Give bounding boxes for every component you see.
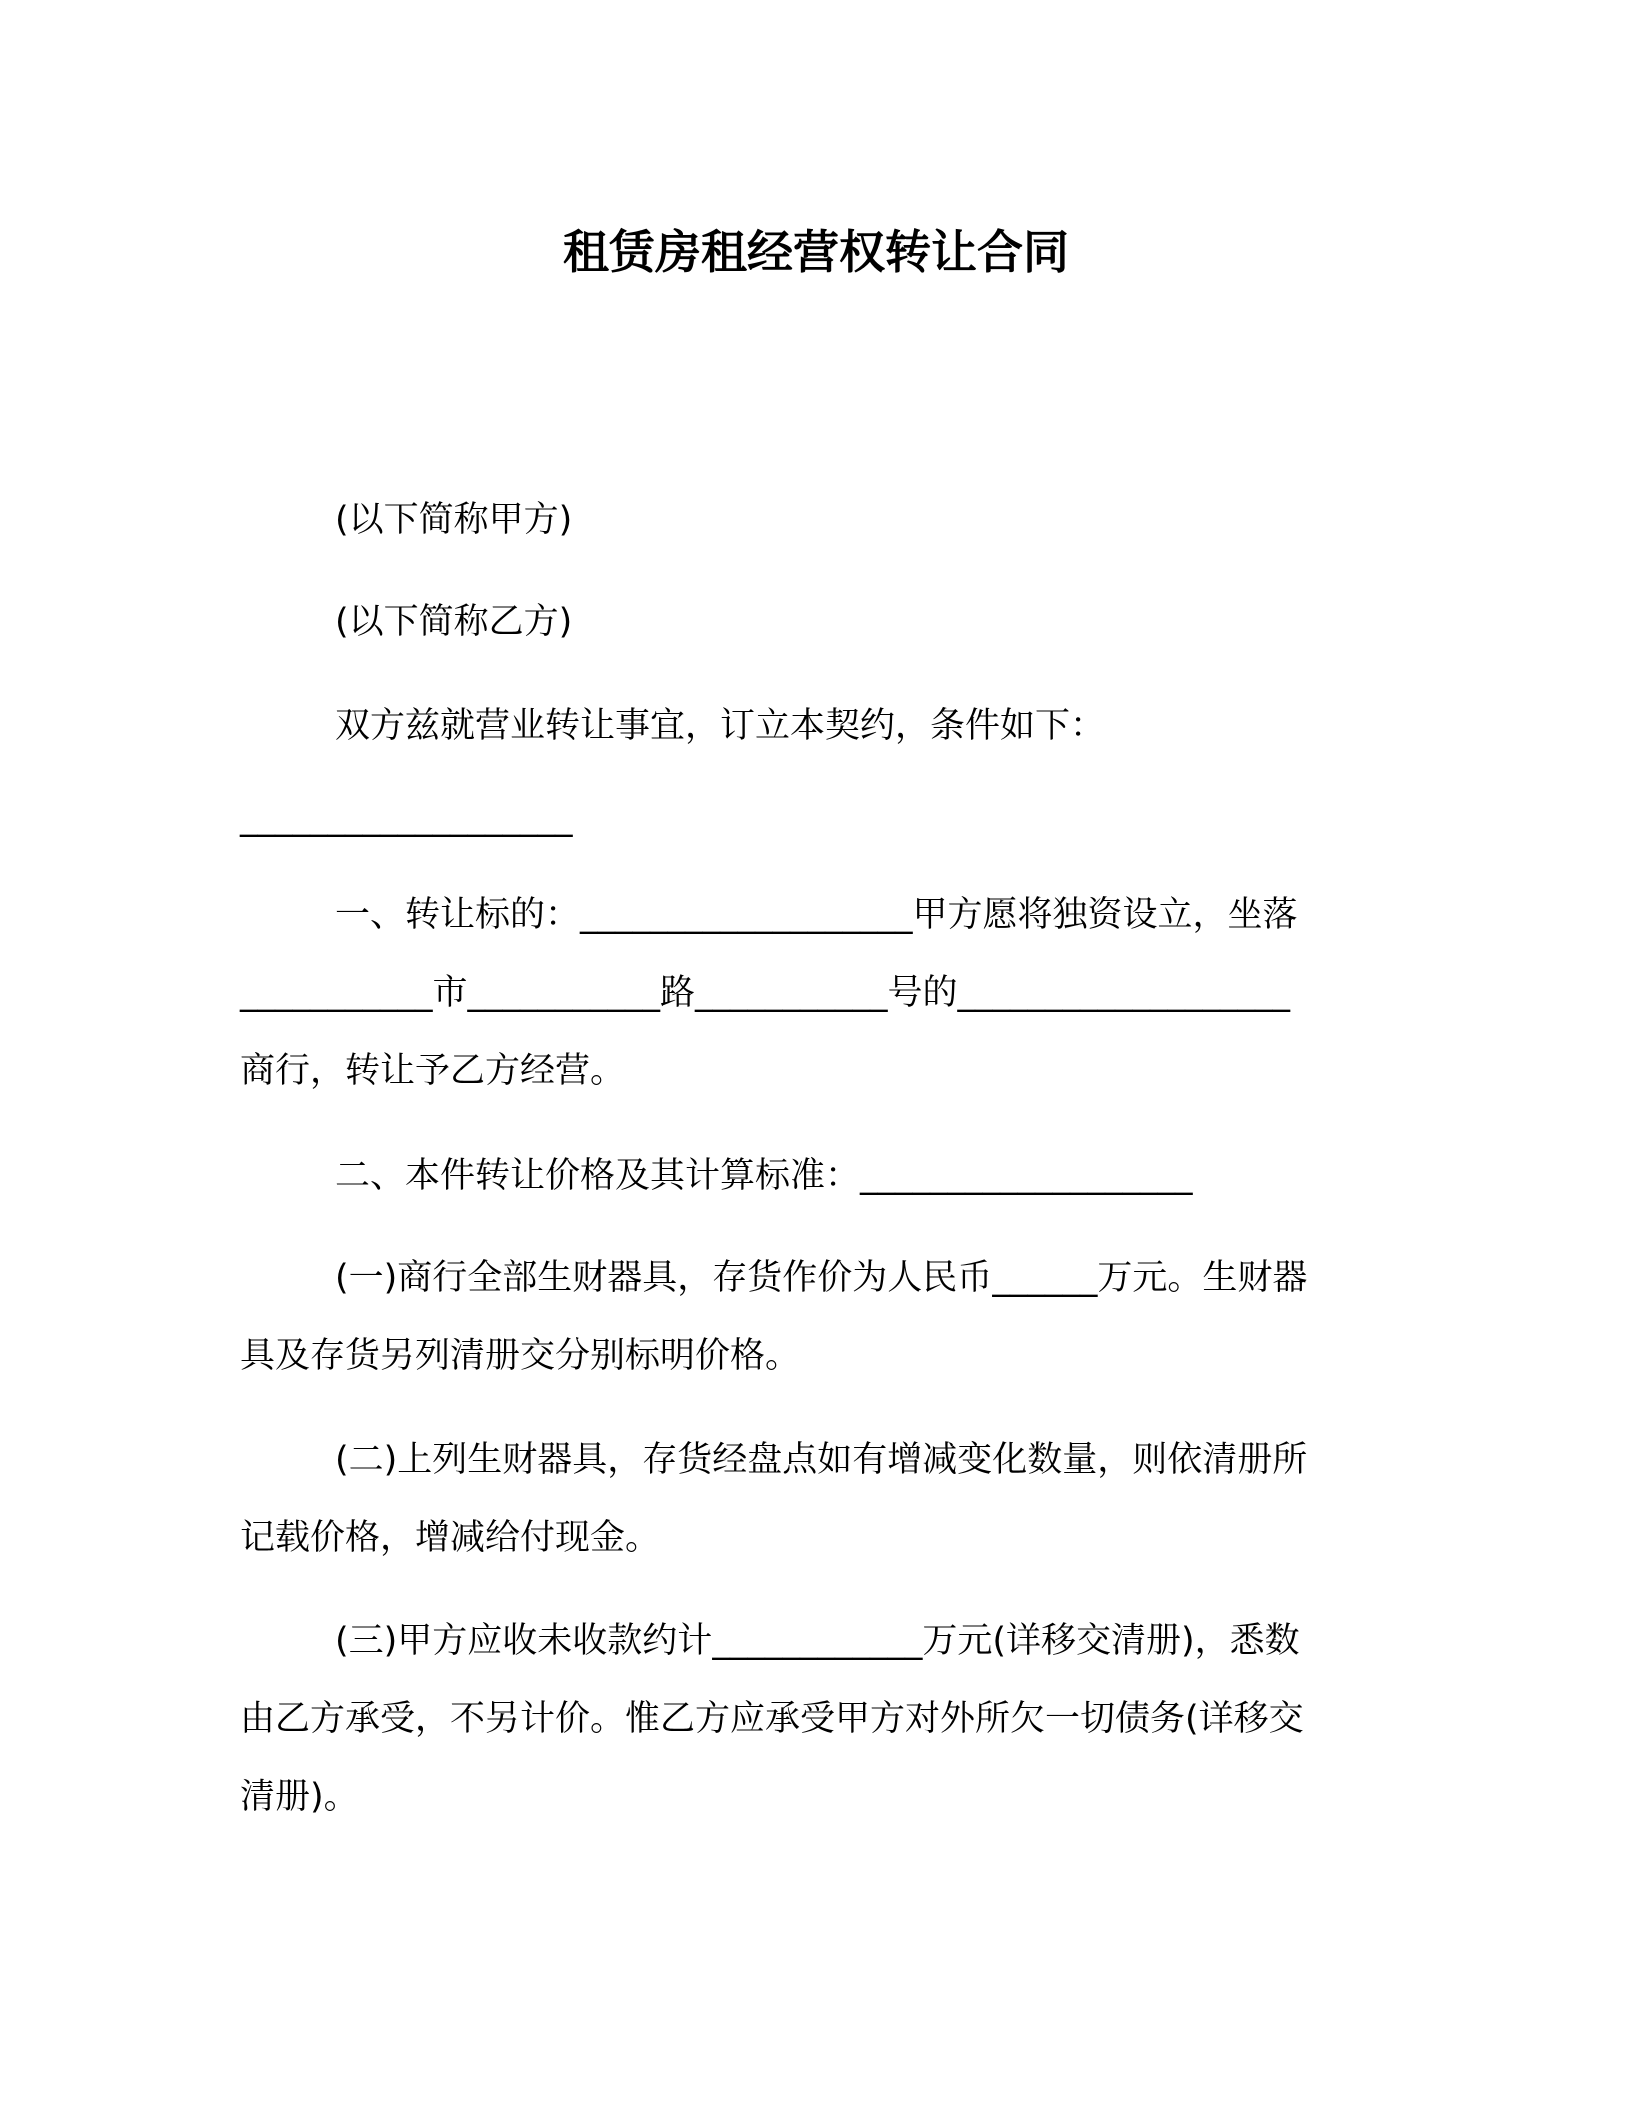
- clause-one-label: 一、转让标的：: [335, 895, 581, 935]
- clause-two: 二、本件转让价格及其计算标准：___________________: [335, 1156, 1193, 1196]
- sub-clause-three: (三)甲方应收未收款约计____________万元(详移交清册)，悉数 由乙方承受，不另计价。惟乙方应承受甲方对外所欠一切债务(详移交 清册)。: [240, 1621, 1304, 1817]
- party-b-line: (以下简称乙方): [335, 602, 573, 642]
- party-a-line: (以下简称甲方): [335, 500, 573, 540]
- blank-line: ___________________: [240, 798, 573, 838]
- clause-one: 一、转让标的：___________________甲方愿将独资设立，坐落 ___________市___________路___________号的___________________ 商行，转让予乙方经营。: [240, 895, 1298, 1091]
- intro-line: 双方兹就营业转让事宜，订立本契约，条件如下：: [335, 706, 1106, 746]
- clause-two-label: 二、本件转让价格及其计算标准：: [335, 1156, 861, 1196]
- document-title: 租赁房租经营权转让合同: [563, 225, 1069, 279]
- sub-clause-two: (二)上列生财器具，存货经盘点如有增减变化数量，则依清册所 记载价格，增减给付现金。: [240, 1440, 1308, 1558]
- sub-clause-one: (一)商行全部生财器具，存货作价为人民币______万元。生财器 具及存货另列清册交分别标明价格。: [240, 1258, 1308, 1376]
